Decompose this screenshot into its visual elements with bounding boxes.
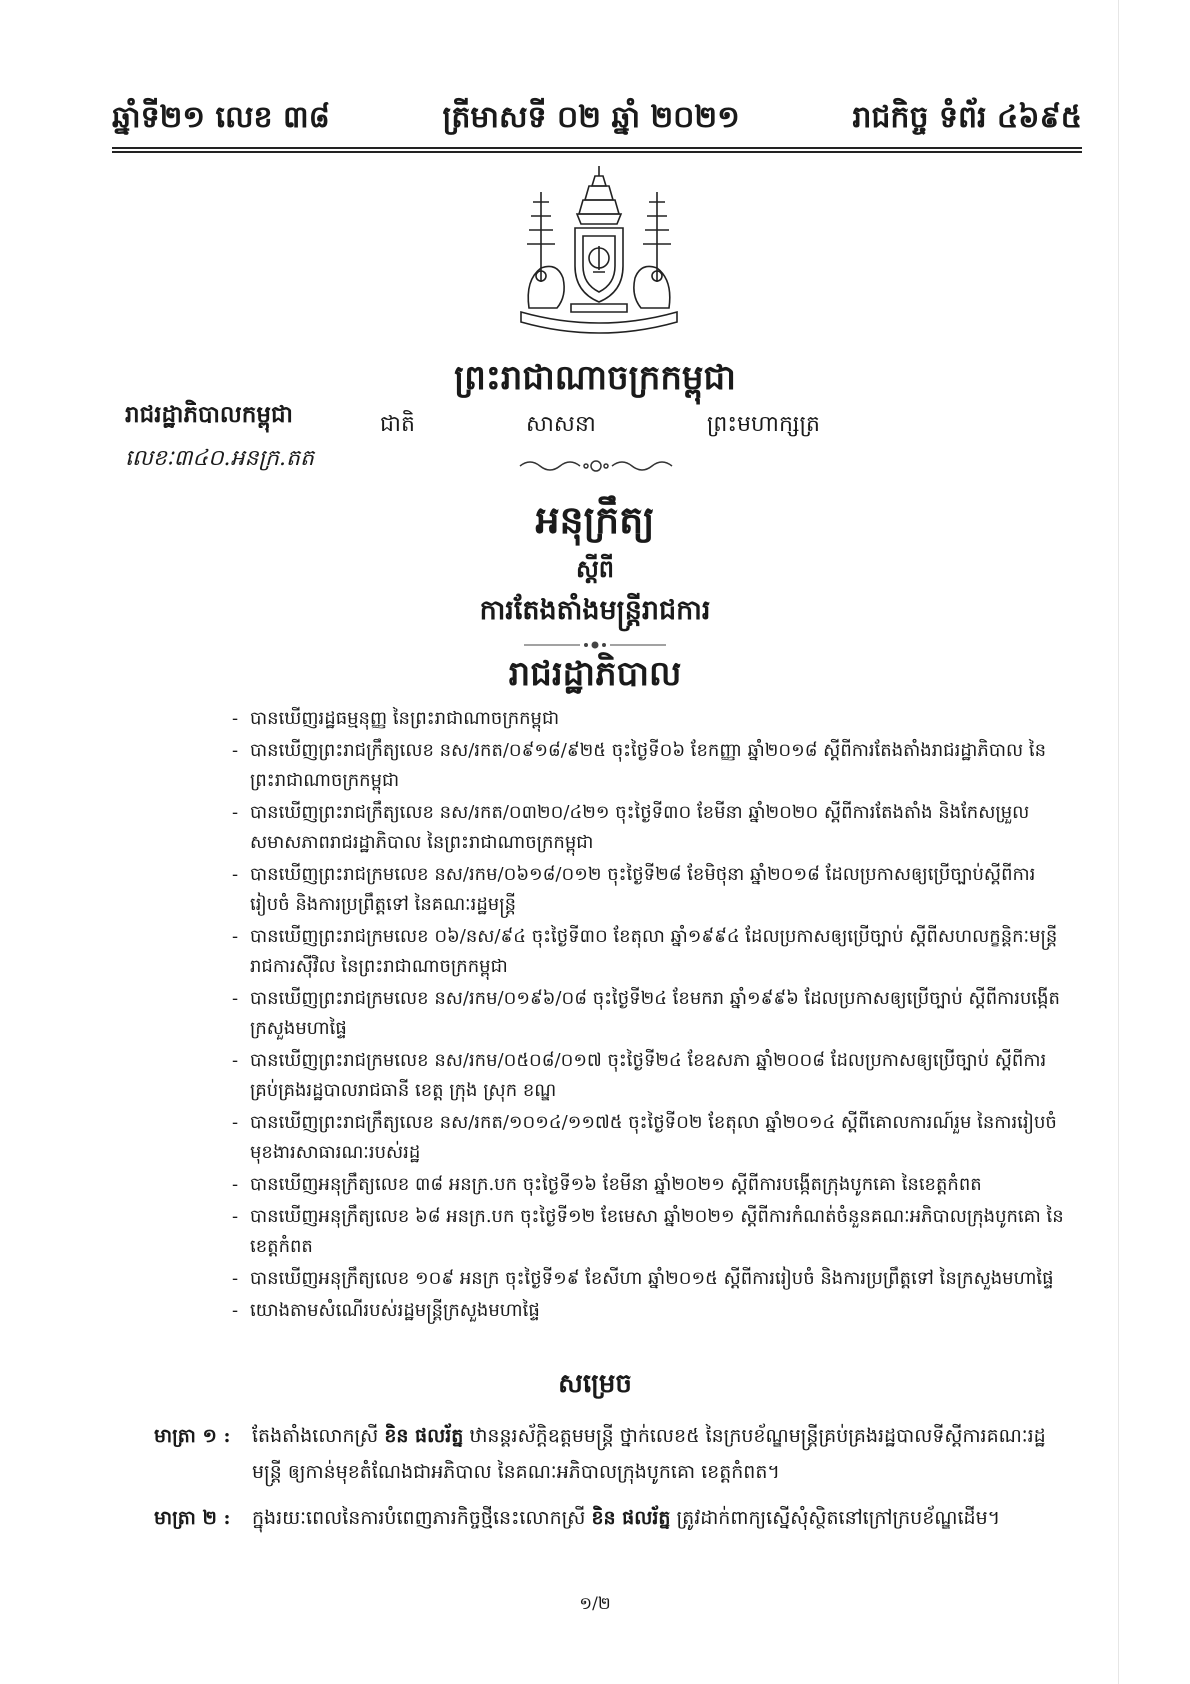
motto-religion: សាសនា [525, 412, 596, 437]
recital-item: - បានឃើញអនុក្រឹត្យលេខ ១០៩ អនក្រ ចុះថ្ងៃទី១៩ ខែសីហា ឆ្នាំ២០១៥ ស្តីពីការរៀបចំ និងការប្រព្រឹត្តទៅ នៃក្រសួងមហាផ្ទៃ [232, 1264, 1072, 1294]
small-divider-icon [520, 638, 670, 652]
recitals-list [232, 704, 1072, 1328]
article-1 [154, 1418, 1074, 1490]
article-body [252, 1418, 1074, 1490]
decision-heading: សម្រេច [558, 1369, 632, 1399]
article-label: មាត្រា ២ : [154, 1507, 231, 1529]
article-intro: ក្នុងរយៈពេលនៃការបំពេញភារកិច្ចថ្មីនេះលោកស្រី [252, 1507, 586, 1529]
article-body [252, 1500, 1074, 1536]
article-intro: តែងតាំងលោកស្រី [252, 1425, 379, 1447]
header-rule [112, 151, 1082, 153]
document-about: ស្តីពី [575, 554, 615, 583]
appointee-name: ខិន ផលរ័ត្ន [384, 1425, 464, 1447]
article-text: ត្រូវដាក់ពាក្យស្នើសុំស្ថិតនៅក្រៅក្របខ័ណ្ឌដើម។ [676, 1507, 1001, 1529]
recital-item: - បានឃើញព្រះរាជក្រឹត្យលេខ នស/រកត/១០១៤/១១៧៥ ចុះថ្ងៃទី០២ ខែតុលា ឆ្នាំ២០១៤ ស្តីពីគោលការណ៍រួម នៃការរៀបចំមុខងារសាធារណៈរបស់រដ្ឋ [232, 1108, 1072, 1168]
article-label: មាត្រា ១ : [154, 1425, 231, 1447]
issuer-name: រាជរដ្ឋាភិបាលកម្ពុជា [125, 401, 293, 428]
appointee-name: ខិន ផលរ័ត្ន [591, 1507, 671, 1529]
recital-item: - យោងតាមសំណើរបស់រដ្ឋមន្ត្រីក្រសួងមហាផ្ទៃ [232, 1296, 1072, 1326]
header-gazette-page: រាជកិច្ច ទំព័រ ៤៦៩៥ [852, 100, 1082, 135]
header-trimester: ត្រីមាសទី ០២ ឆ្នាំ ២០២១ [442, 100, 740, 135]
article-text: ឋានន្តរស័ក្តិឧត្តមមន្ត្រី ថ្នាក់លេខ៥ នៃក្របខ័ណ្ឌមន្ត្រីគ្រប់គ្រងរដ្ឋបាលទីស្តីការគណៈរដ្ឋមន្ត្រី ឲ្យកាន់មុខតំណែងជាអភិបាល នៃគណៈអភិបាលក្រុងបូកគោ ខេត្តកំពត។ [252, 1425, 1046, 1483]
article-2 [154, 1500, 1074, 1536]
page-number: ១/២ [579, 1594, 611, 1614]
page-edge-line [1118, 0, 1119, 1684]
ornament-divider-icon [516, 455, 676, 477]
recital-item: - បានឃើញព្រះរាជក្រឹត្យលេខ នស/រកត/០៣២០/៤២១ ចុះថ្ងៃទី៣០ ខែមីនា ឆ្នាំ២០២០ ស្តីពីការតែងតាំង និងកែសម្រួលសមាសភាពរាជរដ្ឋាភិបាល នៃព្រះរាជាណាចក្រកម្ពុជា [232, 798, 1072, 858]
recital-item: - បានឃើញព្រះរាជក្រមលេខ ០៦/នស/៩៤ ចុះថ្ងៃទី៣០ ខែតុលា ឆ្នាំ១៩៩៤ ដែលប្រកាសឲ្យប្រើច្បាប់ ស្តីពីសហលក្ខន្តិកៈមន្ត្រីរាជការស៊ីវិល នៃព្រះរាជាណាចក្រកម្ពុជា [232, 922, 1072, 982]
document-type: អនុក្រឹត្យ [535, 497, 655, 542]
recital-item: - បានឃើញព្រះរាជក្រឹត្យលេខ នស/រកត/០៩១៨/៩២៥ ចុះថ្ងៃទី០៦ ខែកញ្ញា ឆ្នាំ២០១៨ ស្តីពីការតែងតាំងរាជរដ្ឋាភិបាល នៃព្រះរាជាណាចក្រកម្ពុជា [232, 736, 1072, 796]
motto-nation: ជាតិ [380, 412, 415, 437]
document-subject: ការតែងតាំងមន្ត្រីរាជការ [479, 595, 711, 626]
royal-arms-emblem-icon [511, 162, 687, 348]
header-year-issue: ឆ្នាំទី២១ លេខ ៣៨ [112, 100, 330, 135]
gazette-header [112, 92, 1082, 148]
header-rule [112, 147, 1082, 149]
kingdom-name: ព្រះរាជាណាចក្រកម្ពុជា [454, 358, 736, 398]
recital-item: - បានឃើញព្រះរាជក្រមលេខ នស/រកម/០៦១៨/០១២ ចុះថ្ងៃទី២៨ ខែមិថុនា ឆ្នាំ២០១៨ ដែលប្រកាសឲ្យប្រើច្បាប់ស្តីពីការរៀបចំ និងការប្រព្រឹត្តទៅ នៃគណៈរដ្ឋមន្ត្រី [232, 860, 1072, 920]
issuing-authority: រាជរដ្ឋាភិបាល [508, 654, 682, 694]
recital-item: - បានឃើញព្រះរាជក្រមលេខ នស/រកម/០១៩៦/០៨ ចុះថ្ងៃទី២៤ ខែមករា ឆ្នាំ១៩៩៦ ដែលប្រកាសឲ្យប្រើច្បាប់ ស្តីពីការបង្កើតក្រសួងមហាផ្ទៃ [232, 984, 1072, 1044]
recital-item: - បានឃើញរដ្ឋធម្មនុញ្ញ នៃព្រះរាជាណាចក្រកម្ពុជា [232, 704, 1072, 734]
recital-item: - បានឃើញអនុក្រឹត្យលេខ ៦៨ អនក្រ.បក ចុះថ្ងៃទី១២ ខែមេសា ឆ្នាំ២០២១ ស្តីពីការកំណត់ចំនួនគណៈអភិបាលក្រុងបូកគោ នៃខេត្តកំពត [232, 1202, 1072, 1262]
reference-number: លេខៈ៣៤០.អនក្រ.តត [125, 446, 314, 471]
recital-item: - បានឃើញអនុក្រឹត្យលេខ ៣៨ អនក្រ.បក ចុះថ្ងៃទី១៦ ខែមីនា ឆ្នាំ២០២១ ស្តីពីការបង្កើតក្រុងបូកគោ នៃខេត្តកំពត [232, 1170, 1072, 1200]
national-motto [380, 410, 820, 442]
recital-item: - បានឃើញព្រះរាជក្រមលេខ នស/រកម/០៥០៨/០១៧ ចុះថ្ងៃទី២៤ ខែឧសភា ឆ្នាំ២០០៨ ដែលប្រកាសឲ្យប្រើច្បាប់ ស្តីពីការគ្រប់គ្រងរដ្ឋបាលរាជធានី ខេត្ត ក្រុង ស្រុក ខណ្ឌ [232, 1046, 1072, 1106]
motto-king: ព្រះមហាក្សត្រ [706, 412, 820, 437]
